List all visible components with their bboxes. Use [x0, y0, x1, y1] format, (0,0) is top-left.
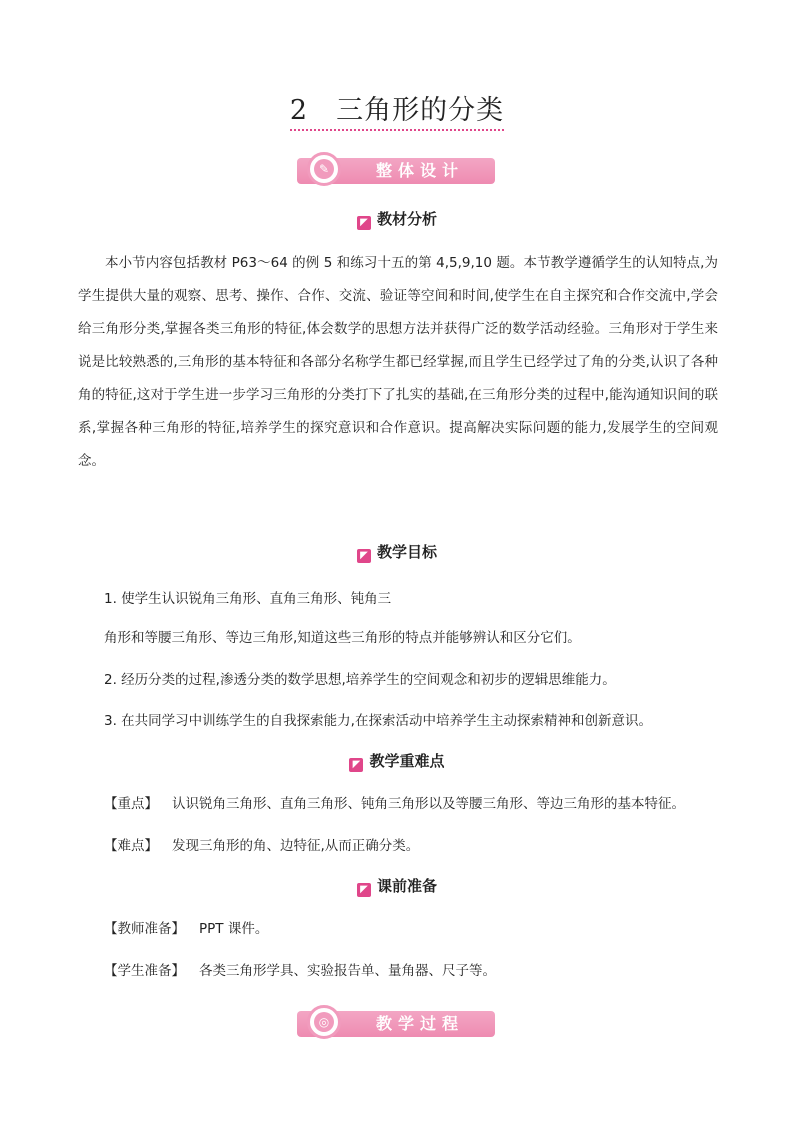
key-point-tag: 【重点】 [104, 796, 158, 812]
teacher-preparation [104, 919, 268, 939]
student-prep-tag: 【学生准备】 [104, 963, 185, 979]
flag-icon: ◤ [349, 758, 363, 772]
target-icon: ◎ [307, 1005, 341, 1039]
section-heading-materials: ◤ 教材分析 [0, 209, 794, 229]
banner-teaching-process [297, 1011, 495, 1037]
difficulty-tag: 【难点】 [104, 838, 158, 854]
teacher-prep-tag: 【教师准备】 [104, 921, 185, 937]
book-icon: ✎ [307, 152, 341, 186]
title-number: 2 [289, 95, 309, 126]
goal-item-3: 3. 在共同学习中训练学生的自我探索能力,在探索活动中培养学生主动探索精神和创新意识。 [104, 713, 652, 729]
page-title [0, 88, 794, 131]
banner-overall-design [297, 158, 495, 184]
difficulty-point [104, 836, 419, 856]
banner-overall-text: 整体设计 [375, 161, 464, 180]
student-prep-text: 各类三角形学具、实验报告单、量角器、尺子等。 [199, 963, 496, 979]
title-text: 三角形的分类 [336, 95, 505, 126]
section-heading-keypoints: ◤ 教学重难点 [0, 751, 794, 771]
key-point-text: 认识锐角三角形、直角三角形、钝角三角形以及等腰三角形、等边三角形的基本特征。 [172, 796, 685, 812]
banner-process-text: 教学过程 [375, 1014, 464, 1033]
goal-item-2: 2. 经历分类的过程,渗透分类的数学思想,培养学生的空间观念和初步的逻辑思维能力。 [104, 672, 616, 688]
flag-icon: ◤ [357, 549, 371, 563]
teacher-prep-text: PPT 课件。 [199, 921, 269, 937]
student-preparation [104, 961, 496, 981]
goal-item-1: 1. 使学生认识锐角三角形、直角三角形、钝角三 [104, 591, 392, 607]
difficulty-text: 发现三角形的角、边特征,从而正确分类。 [172, 838, 420, 854]
goal-item-1-cont: 角形和等腰三角形、等边三角形,知道这些三角形的特点并能够辨认和区分它们。 [104, 630, 581, 646]
flag-icon: ◤ [357, 216, 371, 230]
key-point [104, 794, 685, 814]
materials-paragraph: 本小节内容包括教材 P63〜64 的例 5 和练习十五的第 4,5,9,10 题。本节教学遵循学生的认知特点,为学生提供大量的观察、思考、操作、合作、交流、验证等空间和时间,使学生在自主探究和合作交流中,学会给三角形分类,掌握各类三角形的特征,体会数学的思想方法并获得广泛的数学活动经验。三角形对于学生来说是比较熟悉的,三角形的基本特征和各部分名称学生都已经掌握,而且学生已经学过了角的分类,认识了各种角的特征,这对于学生进一步学习三角形的分类打下了扎实的基础,在三角形分类的过程中,能沟通知识间的联系,掌握各种三角形的特征,培养学生的探究意识和合作意识。提高解决实际问题的能力,发展学生的空间观念。 [78, 255, 718, 469]
flag-icon: ◤ [357, 883, 371, 897]
section-heading-goals: ◤ 教学目标 [0, 542, 794, 562]
section-heading-preparation: ◤ 课前准备 [0, 876, 794, 896]
